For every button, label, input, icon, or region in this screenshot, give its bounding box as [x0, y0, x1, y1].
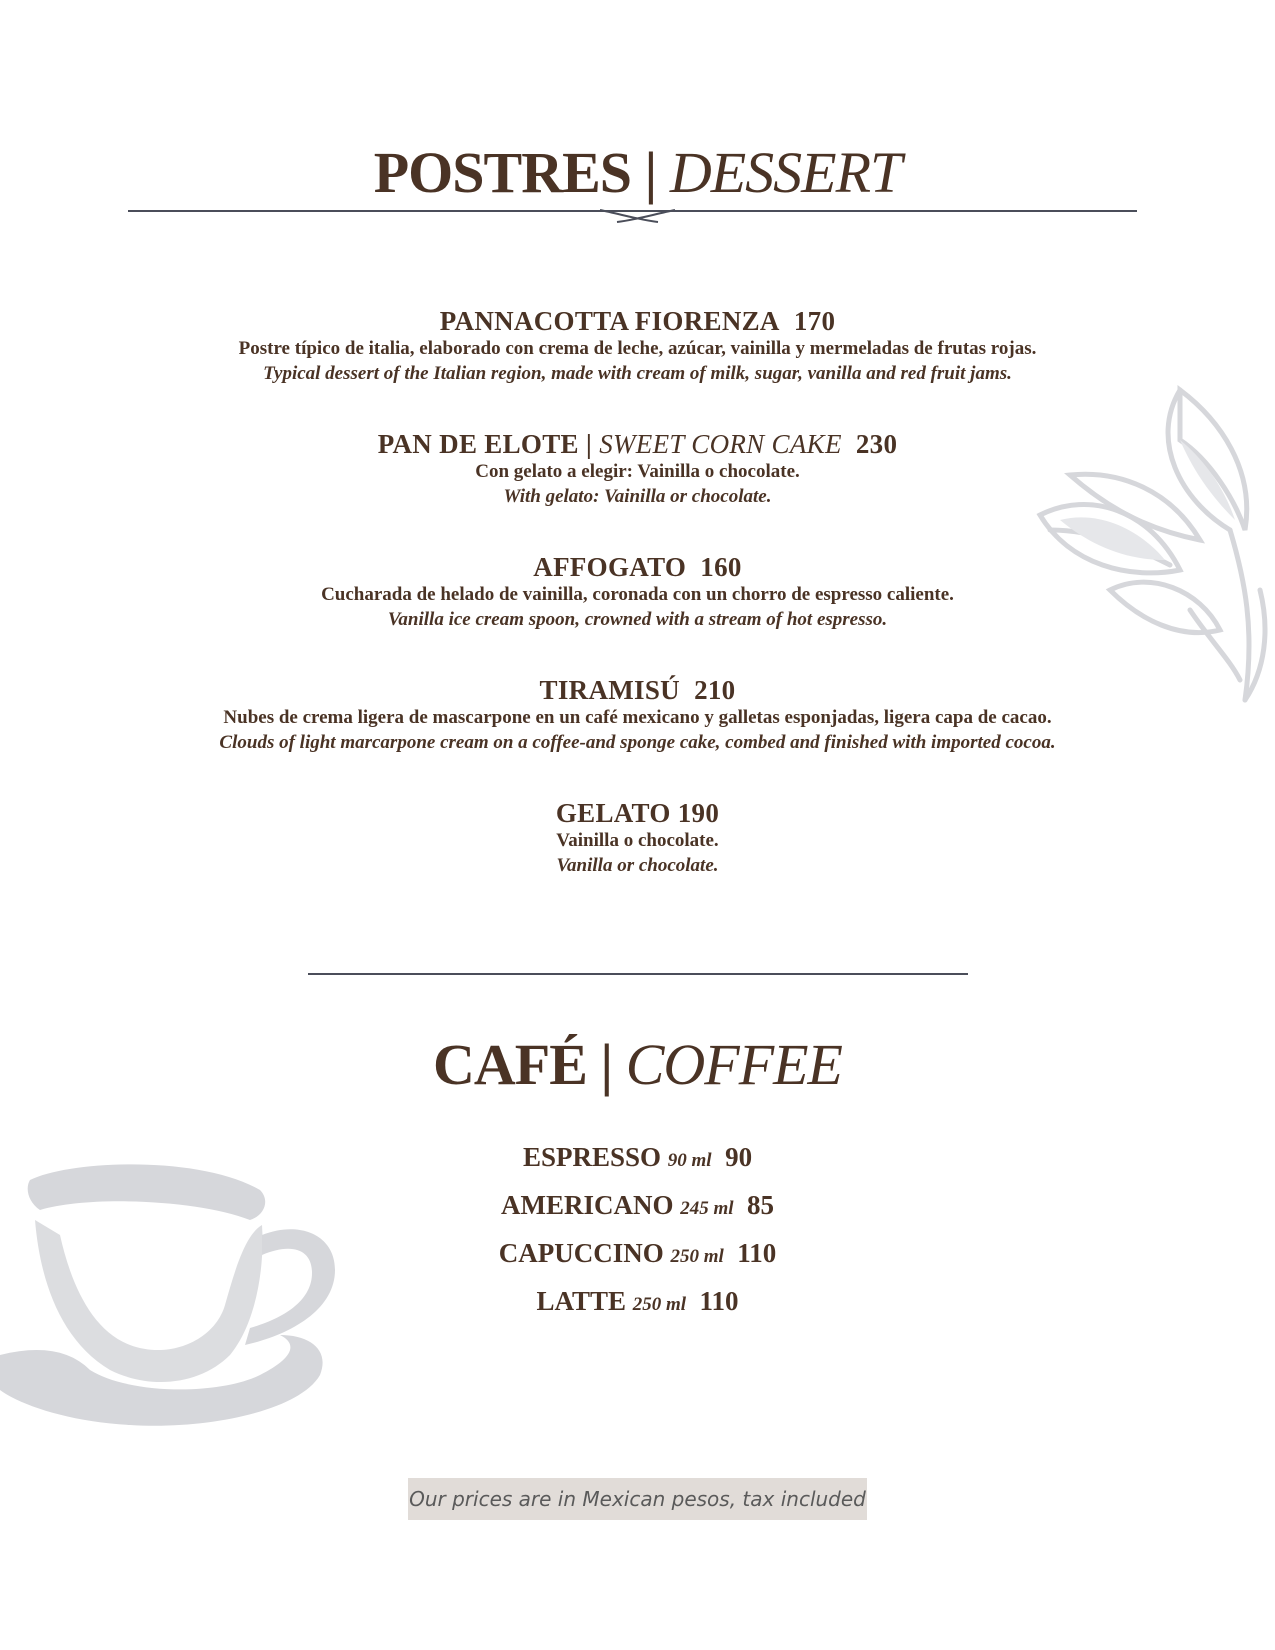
dessert-title-es: POSTRES |	[373, 140, 657, 205]
item-description-es: Nubes de crema ligera de mascarpone en un café mexicano y galletas esponjadas, ligera capa de cacao.	[223, 707, 1052, 728]
item-description-en: Vanilla ice cream spoon, crowned with a stream of hot espresso.	[387, 609, 888, 630]
item-name: AFFOGATO	[533, 552, 687, 582]
item-price: 160	[700, 552, 742, 582]
item-title	[0, 552, 1275, 582]
menu-item	[0, 429, 1275, 509]
coffee-title-en: COFFEE	[625, 1032, 842, 1097]
dessert-section-title	[0, 138, 1275, 208]
coffee-price: 110	[737, 1238, 777, 1268]
section-divider	[308, 973, 968, 975]
item-description-en: With gelato: Vainilla or chocolate.	[503, 486, 772, 507]
item-name: PAN DE ELOTE |	[377, 429, 593, 459]
coffee-size: 90 ml	[667, 1150, 712, 1171]
item-description-en: Typical dessert of the Italian region, made with cream of milk, sugar, vanilla and red fruit jams.	[263, 363, 1012, 384]
coffee-name: AMERICANO	[500, 1190, 674, 1220]
coffee-name: CAPUCCINO	[498, 1238, 664, 1268]
menu-item	[0, 798, 1275, 878]
menu-item	[0, 675, 1275, 755]
menu-item	[0, 306, 1275, 386]
item-description-es: Con gelato a elegir: Vainilla o chocolate.	[475, 461, 800, 482]
item-name: PANNACOTTA FIORENZA	[439, 306, 780, 336]
coffee-item	[0, 1284, 1275, 1322]
item-description-es: Vainilla o chocolate.	[556, 830, 719, 851]
item-description-es: Cucharada de helado de vainilla, coronada con un chorro de espresso caliente.	[321, 584, 954, 605]
item-title	[0, 306, 1275, 336]
item-title	[0, 798, 1275, 828]
item-name: TIRAMISÚ	[539, 675, 680, 705]
dessert-title-en: DESSERT	[669, 140, 902, 205]
item-description-es: Postre típico de italia, elaborado con crema de leche, azúcar, vainilla y mermeladas de frutas rojas.	[238, 338, 1037, 359]
item-description-en: Vanilla or chocolate.	[556, 855, 719, 876]
menu-item	[0, 552, 1275, 632]
item-price: 170	[793, 306, 836, 336]
item-price: 210	[694, 675, 736, 705]
coffee-section-title	[0, 1030, 1275, 1100]
coffee-name: LATTE	[536, 1286, 626, 1316]
item-title	[0, 429, 1275, 459]
item-price: 230	[855, 429, 898, 459]
coffee-size: 245 ml	[680, 1198, 734, 1219]
coffee-price: 90	[725, 1142, 753, 1172]
price-note: Our prices are in Mexican pesos, tax included	[408, 1478, 867, 1520]
coffee-price: 85	[747, 1190, 775, 1220]
item-price: 190	[677, 798, 720, 828]
item-name: GELATO	[555, 798, 671, 828]
coffee-item	[0, 1140, 1275, 1178]
ornamental-divider	[0, 200, 1275, 230]
coffee-size: 250 ml	[632, 1294, 687, 1315]
coffee-name: ESPRESSO	[522, 1142, 661, 1172]
item-name-en: SWEET CORN CAKE	[599, 429, 842, 459]
coffee-item	[0, 1188, 1275, 1226]
coffee-title-es: CAFÉ |	[433, 1032, 613, 1097]
coffee-price: 110	[699, 1286, 739, 1316]
coffee-size: 250 ml	[670, 1246, 724, 1267]
coffee-item	[0, 1236, 1275, 1274]
item-description-en: Clouds of light marcarpone cream on a coffee-and sponge cake, combed and finished with imported cocoa.	[219, 732, 1056, 753]
item-title	[0, 675, 1275, 705]
